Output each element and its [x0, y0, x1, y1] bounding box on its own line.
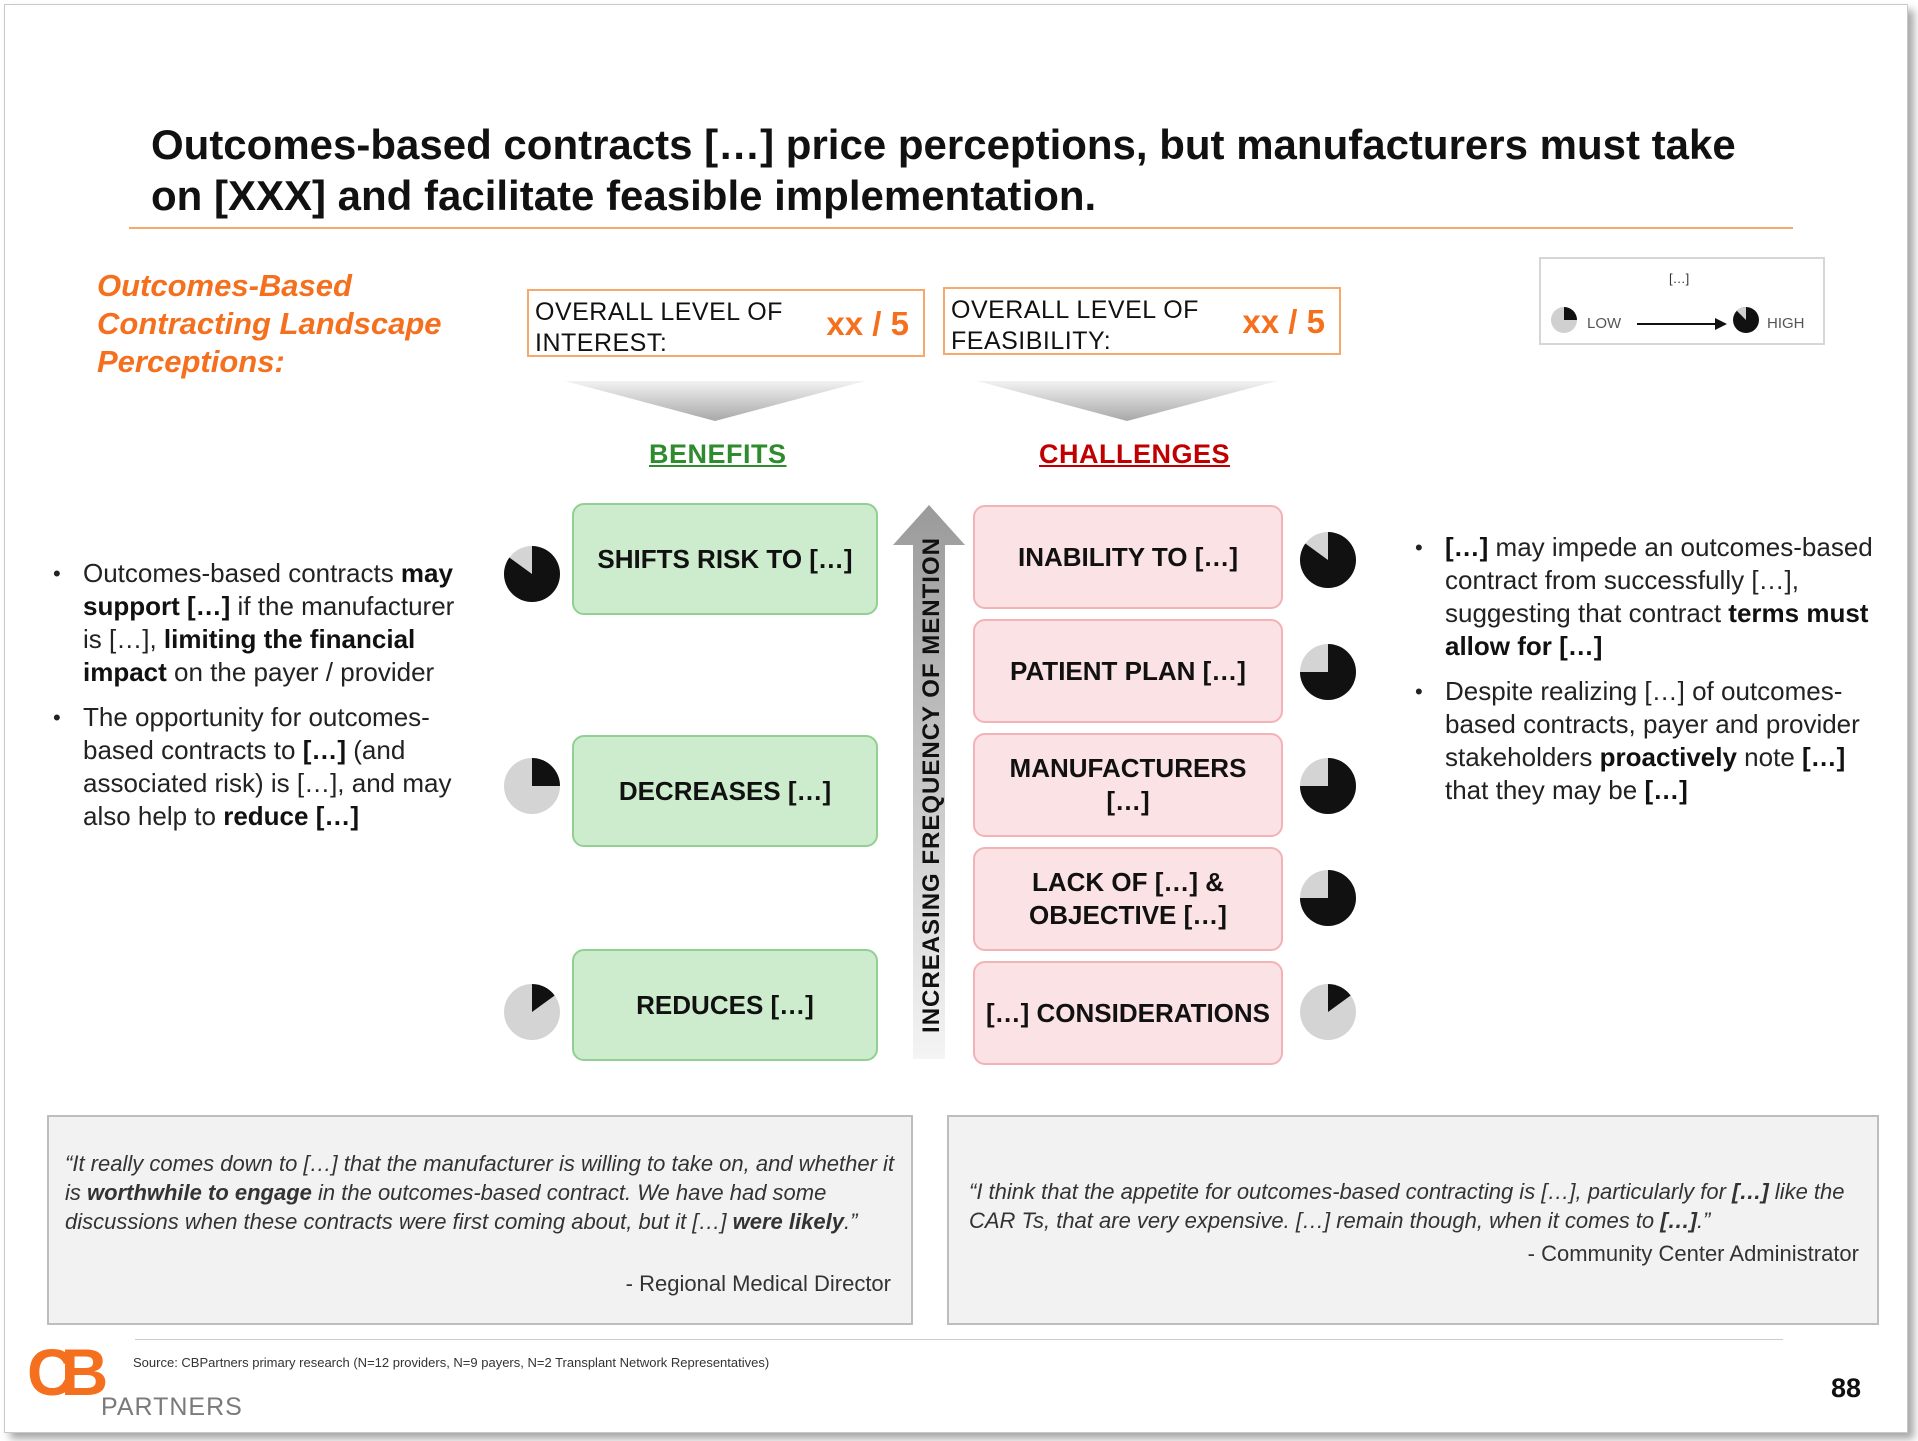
page-number: 88 [1830, 1373, 1861, 1403]
left-bullet-list [51, 557, 471, 845]
harvey-ball-icon [501, 981, 563, 1043]
quote-box [947, 1115, 1879, 1325]
legend-low: LOW [1587, 315, 1622, 332]
benefit-box [572, 949, 878, 1061]
harvey-ball-icon [1297, 755, 1359, 817]
logo-word: PARTNERS [101, 1393, 243, 1421]
harvey-ball-icon [1297, 641, 1359, 703]
legend-box [1539, 257, 1825, 345]
feasibility-chevron-icon [977, 381, 1277, 421]
title-underline [129, 227, 1793, 229]
cb-partners-logo [27, 1335, 267, 1429]
section-label: Outcomes-Based Contracting Landscape Perceptions: [97, 268, 442, 379]
challenge-label: […] CONSIDERATIONS [985, 997, 1271, 1028]
benefits-heading: BENEFITS [649, 439, 787, 469]
challenges-heading: CHALLENGES [1039, 439, 1231, 469]
left-bullet: • Outcomes-based contracts may support […] if the manufacturer is […], limiting the financial impact on the payer / provider [51, 557, 471, 689]
harvey-ball-icon [1297, 529, 1359, 591]
benefit-label: SHIFTS RISK TO […] [597, 543, 853, 574]
challenge-label: LACK OF […] & OBJECTIVE […] [1029, 867, 1227, 930]
challenge-label: MANUFACTURERS […] [1009, 753, 1247, 816]
challenge-box [973, 961, 1283, 1065]
frequency-axis-label: INCREASING FREQUENCY OF MENTION [918, 537, 945, 1033]
interest-label: OVERALL LEVEL OF INTEREST: [535, 298, 783, 357]
legend-high: HIGH [1767, 315, 1805, 332]
challenge-label: INABILITY TO […] [1017, 541, 1239, 572]
benefit-label: REDUCES […] [636, 989, 814, 1020]
quote-attribution: - Regional Medical Director [625, 1271, 891, 1296]
feasibility-label: OVERALL LEVEL OF FEASIBILITY: [951, 296, 1199, 355]
challenge-label: PATIENT PLAN […] [1010, 655, 1246, 686]
challenge-box [973, 733, 1283, 837]
source-note: Source: CBPartners primary research (N=12 providers, N=9 payers, N=2 Transplant Network Representatives) [133, 1355, 770, 1370]
quote-text: “I think that the appetite for outcomes-based contracting is […], particularly for […] like the CAR Ts, that are very expensive. […] remain though, when it comes to […].” [969, 1179, 1845, 1233]
quote-box [47, 1115, 913, 1325]
footer-rule [135, 1339, 1783, 1340]
right-bullet: • […] may impede an outcomes-based contract from successfully […], suggesting that contract terms must allow for […] [1413, 531, 1873, 663]
slide [4, 4, 1908, 1433]
feasibility-score-box [943, 287, 1341, 355]
left-bullet: • The opportunity for outcomes-based contracts to […] (and associated risk) is […], and may also help to reduce […] [51, 701, 471, 833]
feasibility-value: xx / 5 [1242, 303, 1325, 340]
harvey-ball-icon [501, 755, 563, 817]
right-bullet: • Despite realizing […] of outcomes-based contracts, payer and provider stakeholders proactively note […] that they may be […] [1413, 675, 1873, 807]
harvey-ball-icon [1297, 981, 1359, 1043]
benefit-box [572, 735, 878, 847]
challenge-box [973, 847, 1283, 951]
challenge-box [973, 619, 1283, 723]
harvey-ball-icon [501, 543, 563, 605]
low-harvey-ball-icon [1549, 305, 1579, 335]
interest-chevron-icon [565, 381, 865, 421]
harvey-ball-icon [1297, 867, 1359, 929]
quote-attribution: - Community Center Administrator [1527, 1241, 1859, 1266]
interest-score-box [527, 289, 925, 357]
high-harvey-ball-icon [1731, 305, 1761, 335]
slide-title: Outcomes-based contracts […] price perceptions, but manufacturers must take on [XXX] and facilitate feasible implementation. [151, 121, 1736, 219]
right-bullet-list [1413, 531, 1873, 819]
challenge-box [973, 505, 1283, 609]
benefit-box [572, 503, 878, 615]
legend-arrow-icon [1637, 317, 1727, 331]
logo-letters: CB [27, 1335, 95, 1409]
legend-title: […] [1669, 271, 1690, 286]
quote-text: “It really comes down to […] that the manufacturer is willing to take on, and whether it is worthwhile to engage in the outcomes-based contract. We have had some discussions when these contracts were first coming about, but it […] were likely.” [65, 1151, 895, 1234]
benefit-label: DECREASES […] [618, 775, 832, 806]
interest-value: xx / 5 [826, 305, 909, 342]
